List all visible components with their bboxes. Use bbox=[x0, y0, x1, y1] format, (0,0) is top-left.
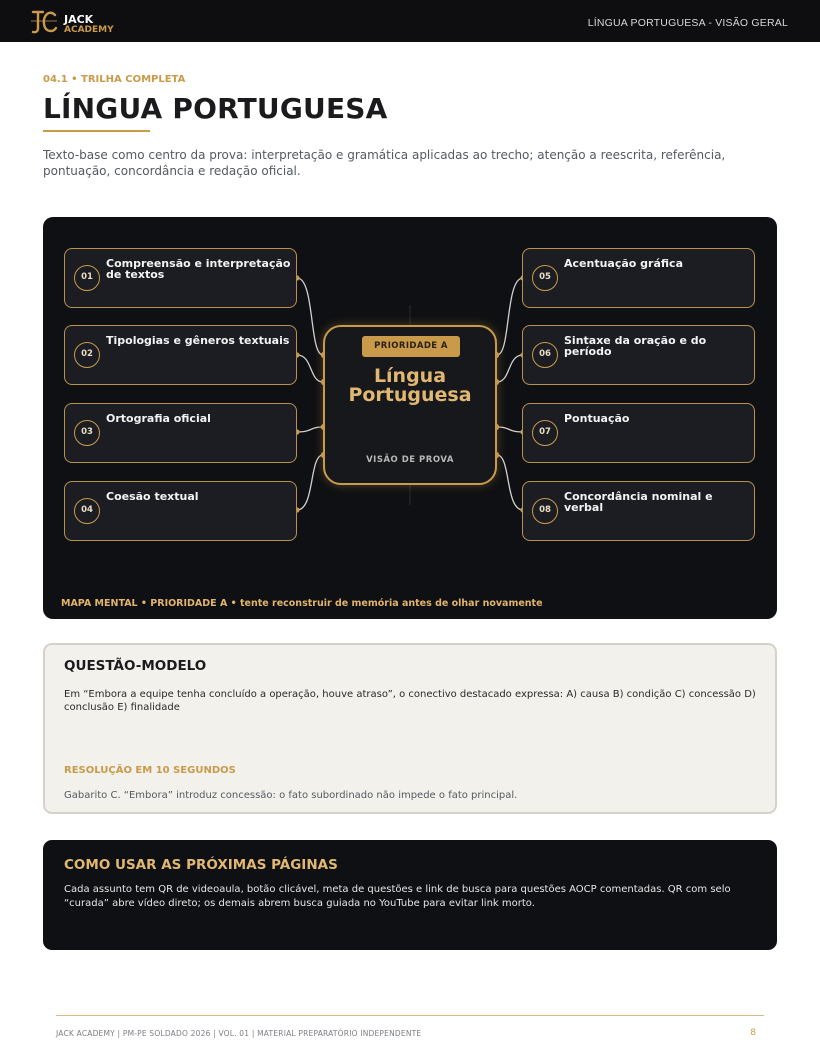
mind-map-caption: MAPA MENTAL • PRIORIDADE A • tente reconstruir de memória antes de olhar novamente bbox=[61, 598, 543, 609]
topic-number: 02 bbox=[74, 342, 100, 368]
topic-number: 03 bbox=[74, 420, 100, 446]
topic-node-06 bbox=[522, 325, 755, 385]
topic-node-05 bbox=[522, 248, 755, 308]
resolution-text: Gabarito C. “Embora” introduz concessão: o fato subordinado não impede o fato principal. bbox=[64, 790, 518, 801]
topic-label: Tipologias e gêneros textuais bbox=[106, 334, 290, 347]
central-topic-node bbox=[323, 325, 497, 485]
topic-label: Pontuação bbox=[564, 412, 630, 425]
top-header-bar bbox=[0, 0, 820, 42]
brand-name-line2: ACADEMY bbox=[64, 25, 114, 35]
brand-name-line1: JACK bbox=[64, 13, 94, 26]
how-to-text: Cada assunto tem QR de videoaula, botão clicável, meta de questões e link de busca para questões AOCP comentadas. QR com selo “curada” abre vídeo direto; os demais abrem busca guiada no YouTube para evitar link morto. bbox=[64, 884, 731, 909]
topic-number: 01 bbox=[74, 265, 100, 291]
topic-node-08 bbox=[522, 481, 755, 541]
central-title-line1: Língua bbox=[373, 365, 447, 387]
section-title: LÍNGUA PORTUGUESA - VISÃO GERAL bbox=[587, 17, 788, 29]
how-to-use-card bbox=[43, 840, 777, 950]
jack-academy-logo-icon bbox=[30, 9, 58, 35]
topic-label: Compreensão e interpretação de textos bbox=[106, 257, 291, 281]
mind-map-panel bbox=[43, 217, 777, 619]
priority-badge: PRIORIDADE A bbox=[362, 336, 460, 357]
topic-label: Sintaxe da oração e do período bbox=[564, 334, 707, 358]
topic-number: 05 bbox=[532, 265, 558, 291]
topic-node-01 bbox=[64, 248, 297, 308]
topic-label: Acentuação gráfica bbox=[564, 257, 683, 270]
topic-node-03 bbox=[64, 403, 297, 463]
footer-info: JACK ACADEMY | PM-PE SOLDADO 2026 | VOL. 01 | MATERIAL PREPARATÓRIO INDEPENDENTE bbox=[56, 1029, 422, 1038]
topic-label: Concordância nominal e verbal bbox=[564, 490, 713, 514]
topic-node-02 bbox=[64, 325, 297, 385]
question-text: Em “Embora a equipe tenha concluído a operação, houve atraso”, o conectivo destacado expressa: A) causa B) condição C) concessão D) conclusão E) finalidade bbox=[64, 689, 756, 713]
topic-number: 07 bbox=[532, 420, 558, 446]
topic-number: 06 bbox=[532, 342, 558, 368]
page-title: LÍNGUA PORTUGUESA bbox=[43, 92, 388, 125]
intro-paragraph: Texto-base como centro da prova: interpretação e gramática aplicadas ao trecho; atenção a reescrita, referência, pontuação, concordância e redação oficial. bbox=[43, 148, 726, 178]
topic-node-07 bbox=[522, 403, 755, 463]
central-topic-title bbox=[325, 367, 495, 405]
model-question-card bbox=[43, 643, 777, 814]
topic-node-04 bbox=[64, 481, 297, 541]
how-to-heading: COMO USAR AS PRÓXIMAS PÁGINAS bbox=[64, 857, 338, 873]
page-number: 8 bbox=[750, 1028, 756, 1038]
section-kicker: 04.1 • TRILHA COMPLETA bbox=[43, 74, 186, 85]
footer-divider bbox=[56, 1015, 764, 1016]
topic-number: 04 bbox=[74, 498, 100, 524]
brand-wordmark bbox=[64, 14, 114, 36]
resolution-heading: RESOLUÇÃO EM 10 SEGUNDOS bbox=[64, 765, 236, 776]
title-underline bbox=[43, 130, 150, 132]
central-title-line2: Portuguesa bbox=[348, 384, 472, 406]
central-topic-subtitle: VISÃO DE PROVA bbox=[366, 455, 454, 465]
topic-label: Coesão textual bbox=[106, 490, 199, 503]
question-heading: QUESTÃO-MODELO bbox=[64, 658, 207, 674]
topic-number: 08 bbox=[532, 498, 558, 524]
topic-label: Ortografia oficial bbox=[106, 412, 211, 425]
